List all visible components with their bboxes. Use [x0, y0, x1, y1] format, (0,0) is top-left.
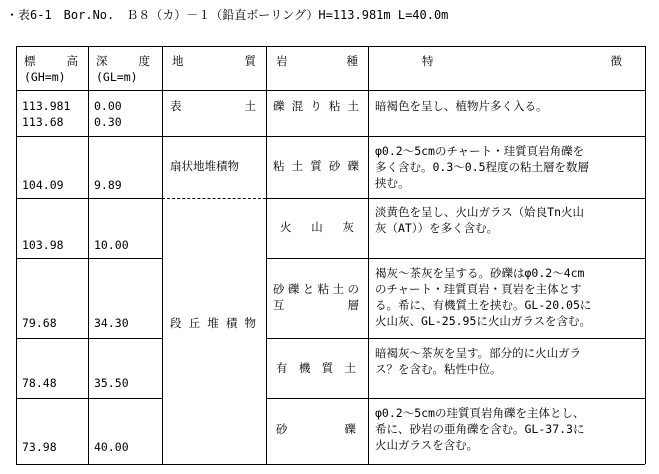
rock-type-label: 互 層 — [273, 298, 359, 312]
feature-text: 暗褐色を呈し、植物片多く入る。 — [375, 99, 548, 113]
feature-text: φ0.2～5cmのチャート・珪質頁岩角礫を — [375, 144, 585, 158]
stratum-label: 段 丘 堆 積 物 — [170, 316, 256, 330]
depth-value: 9.89 — [94, 178, 122, 192]
row-divider — [266, 338, 645, 339]
feature-text: 火山灰、GL-25.95に火山ガラスを含む。 — [375, 314, 592, 328]
feature-text: 淡黄色を呈し、火山ガラス（姶良Tn火山 — [375, 205, 585, 219]
depth-value: 34.30 — [94, 316, 129, 330]
column-divider — [266, 46, 267, 464]
rock-type-label: 粘 土 質 砂 礫 — [273, 159, 359, 173]
elevation-value: 73.98 — [22, 440, 57, 454]
rock-type-label: 火 山 灰 — [280, 220, 354, 234]
feature-text: 希に、砂岩の亜角礫を含む。GL-37.3に — [375, 422, 585, 436]
table-caption: ・表6-1 Bor.No. Ｂ８（カ）－１（鉛直ボーリング）H=113.981m L=40.0m — [6, 8, 449, 22]
row-divider — [16, 198, 162, 199]
header-depth-unit: (GL=m) — [96, 70, 138, 84]
feature-text: φ0.2～5cmの珪質頁岩角礫を主体とし、 — [375, 406, 585, 420]
feature-text: 灰（AT））を多く含む。 — [375, 221, 499, 235]
elevation-value: 104.09 — [22, 178, 64, 192]
header-rock-type: 岩 種 — [276, 54, 358, 68]
feature-text: る。希に、有機質土を挟む。GL-20.05に — [375, 298, 592, 312]
feature-text: 挟む。 — [375, 176, 410, 190]
table-left-border — [16, 46, 17, 464]
feature-text: 多く含む。0.3～0.5程度の粘土層を数層 — [375, 160, 590, 174]
depth-value: 35.50 — [94, 376, 129, 390]
feature-text: 暗褐灰～茶灰を呈す。部分的に火山ガラ — [375, 346, 582, 360]
stratum-label: 扇状地堆積物 — [170, 159, 239, 173]
table-bottom-border — [16, 464, 645, 465]
feature-text: 火山ガラスを含む。 — [375, 438, 479, 452]
elevation-value: 78.48 — [22, 376, 57, 390]
feature-text: のチャート・珪質頁岩・頁岩を主体とす — [375, 282, 582, 296]
column-divider — [368, 46, 369, 464]
feature-text: 褐灰～茶灰を呈する。砂礫はφ0.2～4cm — [375, 266, 585, 280]
row-divider — [16, 136, 645, 137]
table-top-border — [16, 46, 645, 47]
table-right-border — [645, 46, 646, 464]
elevation-value: 103.98 — [22, 238, 64, 252]
rock-type-label: 有 機 質 土 — [276, 361, 356, 375]
rock-type-label: 礫 混 り 粘 土 — [273, 99, 359, 113]
elevation-value: 79.68 — [22, 316, 57, 330]
row-divider — [266, 398, 645, 399]
stratum-label: 表 土 — [170, 99, 256, 113]
header-elevation: 標 高 — [24, 54, 78, 68]
elevation-value: 113.981 — [22, 99, 71, 113]
header-features: 特 徴 — [422, 54, 622, 68]
header-depth: 深 度 — [96, 54, 150, 68]
stratum-dashed-divider — [162, 198, 266, 199]
header-stratum: 地 質 — [172, 54, 256, 68]
row-divider — [16, 258, 162, 259]
column-divider — [88, 46, 89, 464]
column-divider — [162, 46, 163, 464]
elevation-value: 113.68 — [22, 115, 64, 129]
depth-value: 0.00 — [94, 99, 122, 113]
row-divider — [266, 258, 645, 259]
rock-type-label: 砂 礫 と 粘 土 の — [273, 282, 359, 296]
row-divider — [266, 198, 645, 199]
rock-type-label: 砂 礫 — [276, 422, 356, 436]
row-divider — [16, 398, 162, 399]
feature-text: ス？を含む。粘性中位。 — [375, 362, 502, 376]
row-divider — [16, 338, 162, 339]
header-bottom-border — [16, 90, 645, 91]
depth-value: 0.30 — [94, 115, 122, 129]
header-elevation-unit: (GH=m) — [24, 70, 66, 84]
depth-value: 10.00 — [94, 238, 129, 252]
depth-value: 40.00 — [94, 440, 129, 454]
